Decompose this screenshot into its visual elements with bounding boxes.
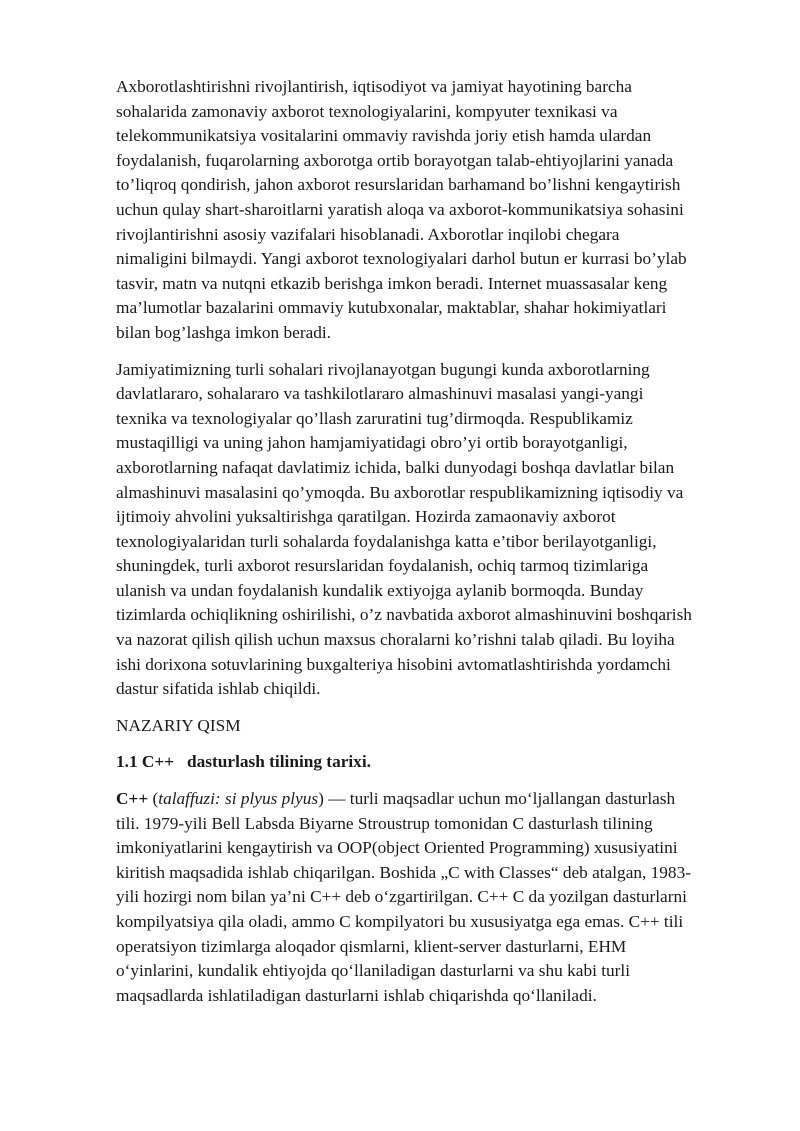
text-line: yili hozirgi nom bilan ya’ni C++ deb o‘zgartirilgan. C++ C da yozilgan dasturlarni [116,887,687,907]
text-line: tili. 1979-yili Bell Labsda Biyarne Stroustrup tomonidan C dasturlash tilining [116,813,653,833]
text-line: tasvir, matn va nutqni etkazib berishga imkon beradi. Internet muassasalar keng [116,273,668,293]
text-line: o‘yinlarini, kundalik ehtiyojda qo‘llaniladigan dasturlarni va shu kabi turli [116,961,630,981]
text-line [116,787,734,812]
second-paragraph [116,358,734,702]
text-line: maqsadlarda ishlatiladigan dasturlarni ishlab chiqarishda qo‘llaniladi. [116,985,597,1005]
text-line: shuningdek, turli axborot resurslaridan foydalanish, ochiq tarmoq tizimlariga [116,556,649,576]
text-line: ijtimoiy ahvolini yuksaltirishga qaratilgan. Hozirda zamaonaviy axborot [116,507,616,527]
intro-paragraph [116,75,734,346]
section-heading: NAZARIY QISM [116,715,241,735]
text-line: kompilyatsiya qila oladi, ammo C kompilyatori bu xususiyatga ega emas. C++ tili [116,912,684,931]
text-line: ulanish va undan foydalanish kundalik extiyojga aylanib bormoqda. Bunday [116,580,644,600]
text-line: to’liqroq qondirish, jahon axborot resurslaridan barhamand bo’lishni kengaytirish [116,175,681,195]
text-line: operatsiyon tizimlarga aloqador qismlarni, klient-server dasturlarni, EHM [116,936,627,956]
text-line: foydalanish, fuqarolarning axborotga ortib borayotgan talab-ehtiyojlarini yanada [116,150,674,170]
term-cpp: C++ [116,789,149,809]
text-line: uchun qulay shart-sharoitlarni yaratish aloqa va axborot-kommunikatsiya sohasini [116,199,684,219]
text-line: kiritish maqsadida ishlab chiqarilgan. Boshida „C with Classes“ deb atalgan, 1983- [116,862,691,882]
first-line-rest: ) — turli maqsadlar uchun mo‘ljallangan dasturlash [318,789,676,809]
text-line: texnologiyalaridan turli sohalarda foydalanishga katta e’tibor berilayotganligi, [116,531,657,551]
text-line: bilan bog’lashga imkon beradi. [116,322,332,342]
text-line: ma’lumotlar bazalarini ommaviy kutubxonalar, maktablar, shahar hokimiyatlari [116,298,667,318]
document-page [116,75,734,1020]
text-line: nimaligini bilmaydi. Yangi axborot texnologiyalari darhol butun er kurrasi bo’ylab [116,249,687,269]
text-line: davlatlararo, sohalararo va tashkilotlararo almashinuvi masalasi yangi-yangi [116,384,644,404]
text-line: telekommunikatsiya vositalarini ommaviy ravishda joriy etish hamda ulardan [116,126,652,146]
text-line: va nazorat qilish qilish uchun maxsus choralarni ko’rishni talab qiladi. Bu loyiha [116,630,675,650]
text-line: Axborotlashtirishni rivojlantirish, iqtisodiyot va jamiyat hayotining barcha [116,77,632,96]
text-line: texnika va texnologiyalar qo’llash zaruratini tug’dirmoqda. Respublikamiz [116,408,633,428]
text-line: dastur sifatida ishlab chiqildi. [116,679,321,699]
text-line: almashinuvi masalasini qo’ymoqda. Bu axborotlar respublikamizning iqtisodiy va [116,482,684,502]
text-line: mustaqilligi va uning jahon hamjamiyatidagi obro’yi ortib borayotganligi, [116,433,628,453]
text-line: ishi dorixona sotuvlarining buxgalteriya hisobini avtomatlashtirishda yordamchi [116,654,671,674]
text-line: Jamiyatimizning turli sohalari rivojlanayotgan bugungi kunda axborotlarning [116,359,650,379]
text-line: tizimlarda ochiqlikning oshirilishi, o’z navbatida axborot almashinuvini boshqarish [116,605,692,625]
pronunciation-note: talaffuzi: si plyus plyus [158,789,319,809]
text-line: rivojlantirishni asosiy vazifalari hisoblanadi. Axborotlar inqilobi chegara [116,224,620,244]
cpp-paragraph [116,787,734,1008]
text-line: axborotlarning nafaqat davlatimiz ichida, balki dunyodagi boshqa davlatlar bilan [116,457,675,477]
text-line: imkoniyatlarini kengaytirish va OOP(object Oriented Programming) xususiyatini [116,838,678,858]
text-line: sohalarida zamonaviy axborot texnologiyalarini, kompyuter texnikasi va [116,101,618,121]
open-paren: ( [148,789,159,809]
subsection-heading: 1.1 C++ dasturlash tilining tarixi. [116,752,371,772]
